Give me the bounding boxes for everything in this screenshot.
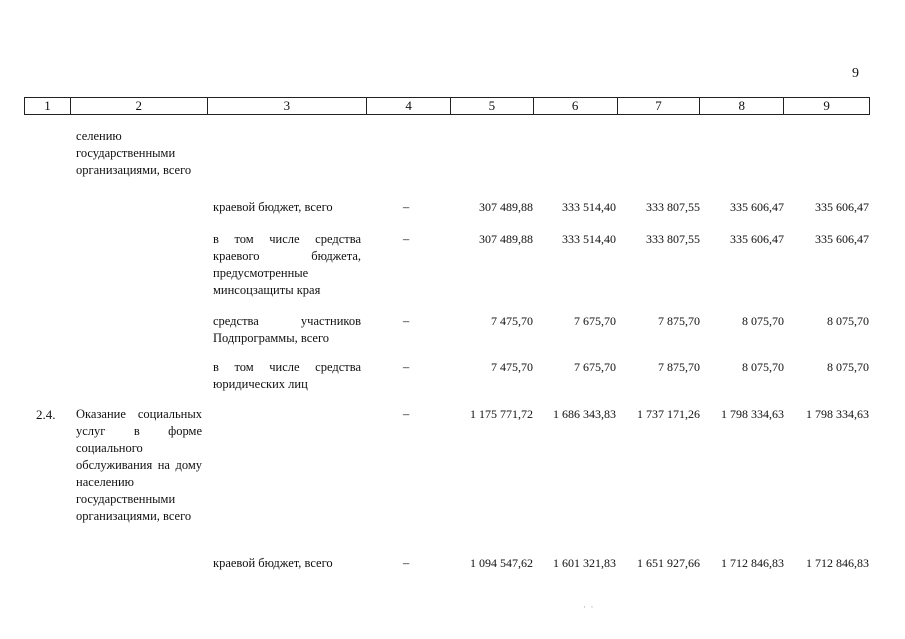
header-col-7: 7 [618, 98, 701, 114]
value-col-9: 335 606,47 [815, 232, 869, 246]
value-col-5: 7 475,70 [491, 314, 533, 328]
row-dash: – [403, 407, 410, 421]
value-col-5: 1 175 771,72 [470, 407, 533, 421]
header-col-6: 6 [534, 98, 618, 114]
value-col-9: 8 075,70 [827, 314, 869, 328]
scan-speck: · · [583, 602, 594, 612]
row-dash: – [403, 232, 410, 246]
value-col-6: 1 601 321,83 [553, 556, 616, 570]
value-col-5: 307 489,88 [479, 200, 533, 214]
value-col-7: 333 807,55 [646, 200, 700, 214]
value-col-9: 8 075,70 [827, 360, 869, 374]
header-col-2: 2 [71, 98, 208, 114]
value-col-8: 335 606,47 [730, 232, 784, 246]
value-col-6: 7 675,70 [574, 360, 616, 374]
value-col-7: 7 875,70 [658, 314, 700, 328]
row-dash: – [403, 360, 410, 374]
value-col-9: 1 712 846,83 [806, 556, 869, 570]
row-dash: – [403, 556, 410, 570]
row-description: в том числе средства краевого бюджета, предусмотренные минсоцзащиты края [213, 232, 361, 297]
header-col-3: 3 [208, 98, 368, 114]
value-col-6: 333 514,40 [562, 232, 616, 246]
header-col-4: 4 [367, 98, 451, 114]
item-number: 2.4. [36, 407, 56, 422]
row-description: в том числе средства юридических лиц [213, 360, 361, 391]
row-dash: – [403, 200, 410, 214]
value-col-5: 1 094 547,62 [470, 556, 533, 570]
value-col-8: 8 075,70 [742, 360, 784, 374]
row-description: краевой бюджет, всего [213, 556, 333, 570]
header-col-9: 9 [823, 98, 830, 113]
row-dash: – [403, 314, 410, 328]
value-col-8: 1 712 846,83 [721, 556, 784, 570]
value-col-7: 333 807,55 [646, 232, 700, 246]
value-col-9: 335 606,47 [815, 200, 869, 214]
value-col-5: 307 489,88 [479, 232, 533, 246]
value-col-6: 333 514,40 [562, 200, 616, 214]
row-description: средства участников Подпрограммы, всего [213, 314, 361, 345]
value-col-5: 7 475,70 [491, 360, 533, 374]
value-col-8: 1 798 334,63 [721, 407, 784, 421]
value-col-6: 1 686 343,83 [553, 407, 616, 421]
header-col-5: 5 [451, 98, 534, 114]
continuation-text: селению государственными организациями, всего [76, 129, 192, 177]
header-col-1: 1 [25, 98, 71, 114]
value-col-7: 1 651 927,66 [637, 556, 700, 570]
row-description: краевой бюджет, всего [213, 200, 333, 214]
value-col-7: 7 875,70 [658, 360, 700, 374]
value-col-6: 7 675,70 [574, 314, 616, 328]
table-header-row [24, 97, 870, 115]
value-col-9: 1 798 334,63 [806, 407, 869, 421]
value-col-8: 335 606,47 [730, 200, 784, 214]
page-number: 9 [852, 66, 859, 81]
value-col-7: 1 737 171,26 [637, 407, 700, 421]
header-col-8: 8 [700, 98, 784, 114]
value-col-8: 8 075,70 [742, 314, 784, 328]
item-name: Оказание социальных услуг в форме социального обслуживания на дому населению государственными организациями, всего [76, 407, 202, 523]
